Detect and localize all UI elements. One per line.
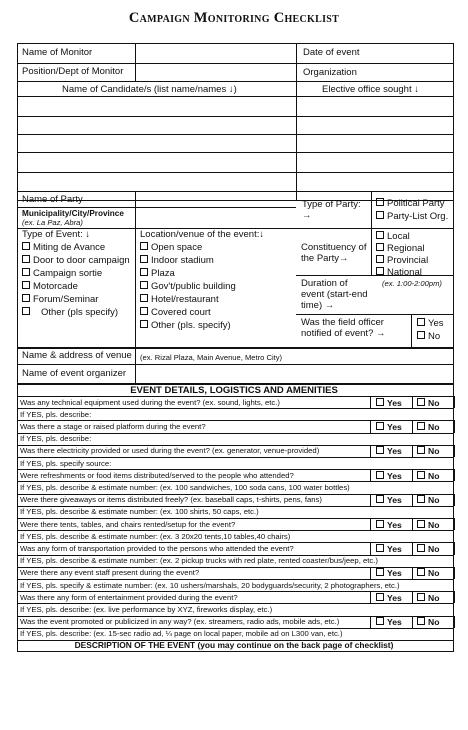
duration-label: Duration of event (start-end time) → <box>301 278 368 311</box>
cell-divider <box>454 591 455 603</box>
question-text: Was there electricity provided or used during the event? (ex. generator, venue-provided) <box>20 446 320 456</box>
question-text: Were there giveaways or items distributed freely? (ex. baseball caps, t-shirts, pens, fans) <box>20 495 322 505</box>
constituency-option-local[interactable]: Local <box>376 231 410 242</box>
cell-divider <box>454 445 455 457</box>
cell-divider <box>454 469 455 481</box>
question-text: Was the event promoted or publicized in any way? (ex. streamers, radio ads, mobile ads, etc.) <box>20 617 340 627</box>
cell-divider <box>454 494 455 506</box>
date-of-event-field[interactable] <box>372 45 452 61</box>
checkbox-icon <box>140 242 148 250</box>
checkbox-icon <box>376 198 384 206</box>
answer-field[interactable] <box>250 603 450 615</box>
answer-prompt: If YES, pls. describe & estimate number: (ex. 100 sandwiches, 100 soda cans, 100 water bottles) <box>20 482 350 492</box>
yes-checkbox[interactable]: Yes <box>376 568 402 578</box>
duration-example: (ex. 1:00-2:00pm) <box>382 279 442 288</box>
municipality-example: (ex. La Paz, Abra) <box>22 218 83 227</box>
cell-divider <box>412 469 413 481</box>
cell-divider <box>370 591 371 603</box>
question-text: Were there tents, tables, and chairs rented/setup for the event? <box>20 519 236 529</box>
event-option-motorcade[interactable]: Motorcade <box>22 281 78 292</box>
no-checkbox[interactable]: No <box>417 568 439 578</box>
field-officer-label: Was the field officer notified of event? → <box>301 317 386 339</box>
cell-divider <box>370 518 371 530</box>
checkbox-icon <box>140 320 148 328</box>
cell-divider <box>412 518 413 530</box>
yes-checkbox[interactable]: Yes <box>376 593 402 603</box>
answer-field[interactable] <box>250 408 450 420</box>
organization-field[interactable] <box>372 64 452 80</box>
answer-prompt: If YES, pls. describe & estimate number: (ex. 3 20x20 tents,10 tables,40 chairs) <box>20 531 291 541</box>
cell-divider <box>454 616 455 628</box>
checkbox-icon <box>22 242 30 250</box>
field-officer-yes[interactable]: Yes <box>417 318 444 329</box>
location-option-plaza[interactable]: Plaza <box>140 268 175 279</box>
name-of-party-label: Name of Party <box>22 194 83 205</box>
cell-divider <box>370 616 371 628</box>
answer-field[interactable] <box>250 506 450 518</box>
type-of-party-label: Type of Party: → <box>302 199 361 221</box>
question-text: Were refreshments or food items distributed/served to the people who attended? <box>20 470 294 480</box>
cell-divider <box>370 567 371 579</box>
cell-divider <box>412 591 413 603</box>
event-option-door[interactable]: Door to door campaign <box>22 255 130 266</box>
yes-checkbox[interactable]: Yes <box>376 422 402 432</box>
organizer-label: Name of event organizer <box>22 368 127 379</box>
yes-checkbox[interactable]: Yes <box>376 446 402 456</box>
checkbox-icon <box>417 593 425 601</box>
question-text: Was any technical equipment used during the event? (ex. sound, lights, etc.) <box>20 397 280 407</box>
cell-divider <box>412 494 413 506</box>
answer-prompt: If YES, pls. describe: <box>20 409 92 419</box>
question-text: Was there any form of entertainment provided during the event? <box>20 592 238 602</box>
checkbox-icon <box>417 318 425 326</box>
no-checkbox[interactable]: No <box>417 495 439 505</box>
yes-checkbox[interactable]: Yes <box>376 398 402 408</box>
answer-field[interactable] <box>250 555 450 567</box>
yes-checkbox[interactable]: Yes <box>376 617 402 627</box>
answer-field[interactable] <box>250 530 450 542</box>
party-option-political[interactable]: Political Party <box>376 198 445 209</box>
answer-prompt: If YES, pls. describe & estimate number: (ex. 2 pickup trucks with red plate, rented coaster/bus/jeep, etc.) <box>20 556 378 566</box>
venue-label: Name & address of venue <box>22 350 132 361</box>
question-text: Was there a stage or raised platform during the event? <box>20 421 206 431</box>
checkbox-icon <box>376 568 384 576</box>
type-of-event-label: Type of Event: ↓ <box>22 229 91 240</box>
page-title: Campaign Monitoring Checklist <box>128 10 340 26</box>
location-option-court[interactable]: Covered court <box>140 307 211 318</box>
yes-checkbox[interactable]: Yes <box>376 471 402 481</box>
event-option-forum[interactable]: Forum/Seminar <box>22 294 98 305</box>
no-checkbox[interactable]: No <box>417 617 439 627</box>
position-dept-field[interactable] <box>137 64 294 80</box>
checkbox-icon <box>417 495 425 503</box>
checkbox-icon <box>140 294 148 302</box>
checkbox-icon <box>376 617 384 625</box>
answer-field[interactable] <box>250 433 450 445</box>
checkbox-icon <box>376 544 384 552</box>
answer-prompt: If YES, pls. describe: (ex. 15-sec radio ad, ¼ page on local paper, mobile ad on L300 van, etc.) <box>20 629 343 639</box>
checkbox-icon <box>376 398 384 406</box>
cell-divider <box>370 542 371 554</box>
no-checkbox[interactable]: No <box>417 544 439 554</box>
cell-divider <box>370 469 371 481</box>
cell-divider <box>412 616 413 628</box>
checkbox-icon <box>417 422 425 430</box>
event-details-heading: EVENT DETAILS, LOGISTICS AND AMENITIES <box>130 385 338 396</box>
checkbox-icon <box>376 471 384 479</box>
checkbox-icon <box>417 446 425 454</box>
cell-divider <box>370 420 371 432</box>
checkbox-icon <box>22 281 30 289</box>
answer-prompt: If YES, pls. describe & estimate number: (ex. 100 shirts, 50 caps, etc.) <box>20 507 259 517</box>
checkbox-icon <box>376 422 384 430</box>
yes-checkbox[interactable]: Yes <box>376 520 402 530</box>
checkbox-icon <box>417 331 425 339</box>
constituency-label: Constituency of the Party→ <box>301 242 367 264</box>
name-of-monitor-field[interactable] <box>137 45 294 61</box>
yes-checkbox[interactable]: Yes <box>376 544 402 554</box>
checkbox-icon <box>376 446 384 454</box>
checkbox-icon <box>140 307 148 315</box>
checkbox-icon <box>417 617 425 625</box>
checkbox-icon <box>417 568 425 576</box>
venue-example: (ex. Rizal Plaza, Main Avenue, Metro City) <box>140 353 283 362</box>
cell-divider <box>454 518 455 530</box>
name-of-monitor-label: Name of Monitor <box>22 47 93 58</box>
checkbox-icon <box>376 211 384 219</box>
constituency-option-national[interactable]: National <box>376 267 422 278</box>
cell-divider <box>412 396 413 408</box>
event-option-miting[interactable]: Miting de Avance <box>22 242 105 253</box>
event-option-sortie[interactable]: Campaign sortie <box>22 268 102 279</box>
checkbox-icon <box>22 268 30 276</box>
organizer-field[interactable] <box>137 366 452 382</box>
question-text: Was any form of transportation provided to the persons who attended the event? <box>20 543 294 553</box>
cell-divider <box>370 494 371 506</box>
location-option-stadium[interactable]: Indoor stadium <box>140 255 214 266</box>
cell-divider <box>412 542 413 554</box>
party-option-partylist[interactable]: Party-List Org. <box>376 211 448 222</box>
field-officer-no[interactable]: No <box>417 331 440 342</box>
date-of-event-label: Date of event <box>303 47 360 58</box>
answer-prompt: If YES, pls. specify & estimate number: (ex. 10 ushers/marshals, 20 bodyguards/security, 2 photographers, etc.) <box>20 580 400 590</box>
answer-field[interactable] <box>250 579 450 591</box>
no-checkbox[interactable]: No <box>417 471 439 481</box>
cell-divider <box>412 445 413 457</box>
checkbox-icon <box>417 520 425 528</box>
location-label: Location/venue of the event:↓ <box>140 229 265 240</box>
position-dept-label: Position/Dept of Monitor <box>22 66 124 77</box>
constituency-option-provincial[interactable]: Provincial <box>376 255 428 266</box>
cell-divider <box>370 445 371 457</box>
checkbox-icon <box>417 398 425 406</box>
checkbox-icon <box>22 294 30 302</box>
answer-prompt: If YES, pls. describe: (ex. live performance by XYZ, fireworks display, etc.) <box>20 604 273 614</box>
answer-prompt: If YES, pls. specify source: <box>20 458 112 468</box>
checkbox-icon <box>140 255 148 263</box>
no-checkbox[interactable]: No <box>417 422 439 432</box>
answer-field[interactable] <box>250 481 450 493</box>
answer-field[interactable] <box>250 457 450 469</box>
cell-divider <box>370 396 371 408</box>
organization-label: Organization <box>303 67 357 78</box>
elective-office-label: Elective office sought ↓ <box>322 84 419 95</box>
location-option-hotel[interactable]: Hotel/restaurant <box>140 294 219 305</box>
description-heading: DESCRIPTION OF THE EVENT (you may continue on the back page of checklist) <box>74 640 394 650</box>
checkbox-icon <box>376 243 384 251</box>
checkbox-icon <box>417 544 425 552</box>
checkbox-icon <box>140 281 148 289</box>
location-option-open[interactable]: Open space <box>140 242 202 253</box>
municipality-label: Municipality/City/Province <box>22 209 124 218</box>
answer-prompt: If YES, pls. describe: <box>20 434 92 444</box>
checkbox-icon <box>140 268 148 276</box>
duration-field[interactable] <box>372 290 452 312</box>
no-checkbox[interactable]: No <box>417 446 439 456</box>
candidates-field[interactable] <box>19 98 294 200</box>
yes-checkbox[interactable]: Yes <box>376 495 402 505</box>
checkbox-icon <box>376 520 384 528</box>
checkbox-icon <box>376 231 384 239</box>
elective-office-field[interactable] <box>298 98 452 200</box>
question-text: Were there any event staff present during the event? <box>20 568 200 578</box>
checkbox-icon <box>376 255 384 263</box>
location-option-other[interactable]: Other (pls. specify) <box>140 320 231 331</box>
cell-divider <box>454 567 455 579</box>
location-option-govt[interactable]: Gov't/public building <box>140 281 236 292</box>
cell-divider <box>454 542 455 554</box>
no-checkbox[interactable]: No <box>417 593 439 603</box>
cell-divider <box>412 420 413 432</box>
event-option-other[interactable]: Other (pls specify) <box>22 307 118 318</box>
cell-divider <box>454 396 455 408</box>
constituency-option-regional[interactable]: Regional <box>376 243 425 254</box>
cell-divider <box>412 567 413 579</box>
checkbox-icon <box>22 307 30 315</box>
checkbox-icon <box>376 593 384 601</box>
cell-divider <box>454 420 455 432</box>
checkbox-icon <box>376 495 384 503</box>
checkbox-icon <box>376 267 384 275</box>
no-checkbox[interactable]: No <box>417 398 439 408</box>
checkbox-icon <box>417 471 425 479</box>
checkbox-icon <box>22 255 30 263</box>
candidates-label: Name of Candidate/s (list name/names ↓) <box>62 84 237 95</box>
no-checkbox[interactable]: No <box>417 520 439 530</box>
answer-field[interactable] <box>250 628 450 640</box>
